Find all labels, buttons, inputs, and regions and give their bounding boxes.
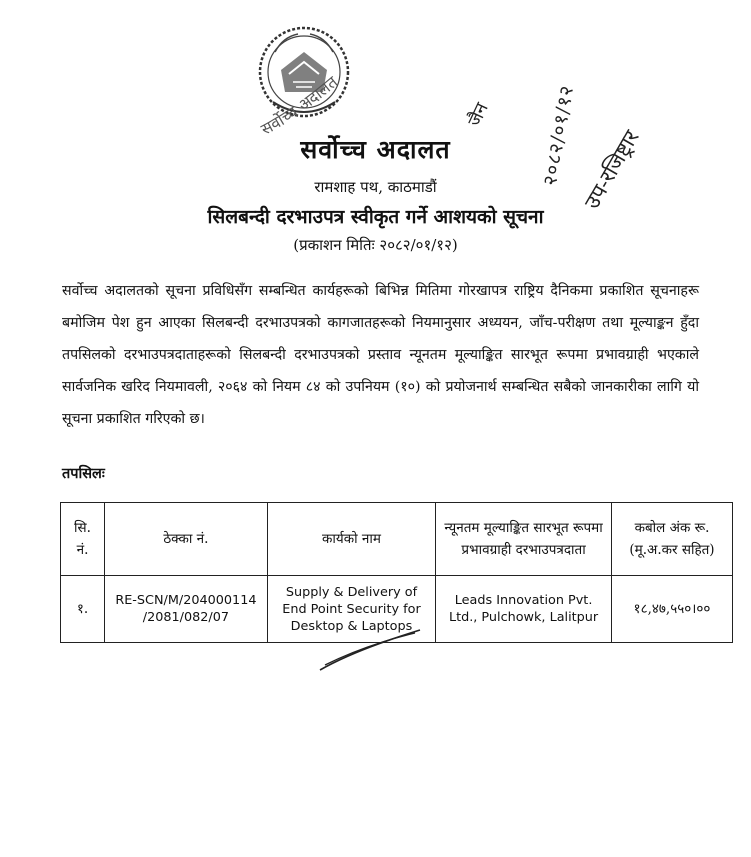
notice-body: सर्वोच्च अदालतको सूचना प्रविधिसँग सम्बन्धित कार्यहरूको बिभिन्न मितिमा गोरखापत्र राष्ट्रिय दैनिकमा प्रकाशित सूचनाहरू बमोजिम पेश हुन आएका सिलबन्दी दरभाउपत्रको कागजातहरूको नियमानुसार अध्ययन, जाँच-परीक्षण तथा मूल्याङ्कन हुँदा तपसिलको दरभाउपत्रदाताहरूको सिलबन्दी दरभाउपत्रको प्रस्ताव न्यूनतम मूल्याङ्कित सारभूत रूपमा प्रभावग्राही भएकाले सार्वजनिक खरिद नियमावली, २०६४ को नियम ८४ को उपनियम (१०) को प्रयोजनार्थ सम्बन्धित सबैको जानकारीका लागि यो सूचना प्रकाशित गरिएको छ। <box>62 283 699 427</box>
notice-title: सिलबन्दी दरभाउपत्र स्वीकृत गर्ने आशयको सूचना <box>207 206 544 228</box>
cell-work-name: Supply & Delivery of End Point Security for Desktop & Laptops <box>267 576 435 643</box>
header-amount: कबोल अंक रू. (मू.अ.कर सहित) <box>612 503 733 576</box>
court-address: रामशाह पथ, काठमाडौं <box>314 178 437 196</box>
details-label: तपसिलः <box>62 465 105 482</box>
header-work-name: कार्यको नाम <box>267 503 435 576</box>
header-contract-no: ठेक्का नं. <box>104 503 267 576</box>
handwritten-designation: उप-रजिष्ट्रार <box>579 126 644 213</box>
publication-date: (प्रकाशन मितिः २०८२/०१/१२) <box>293 236 458 254</box>
handwritten-initial: जैन <box>463 99 493 130</box>
handwritten-date: २०८२/०१/१२ <box>538 83 579 188</box>
cell-amount: १८,४७,५५०।०० <box>612 576 733 643</box>
seal-text: सर्वोच्च अदालत <box>257 72 342 139</box>
table-header-row <box>61 503 733 576</box>
bid-details-table <box>60 502 733 643</box>
signature-mark <box>315 625 425 675</box>
header-serial-no: सि. नं. <box>61 503 105 576</box>
cell-contract-no: RE-SCN/M/204000114 /2081/082/07 <box>104 576 267 643</box>
court-name: सर्वोच्च अदालत <box>300 135 451 164</box>
cell-bidder: Leads Innovation Pvt. Ltd., Pulchowk, Lalitpur <box>436 576 612 643</box>
cell-serial-no: १. <box>61 576 105 643</box>
header-bidder: न्यूनतम मूल्याङ्कित सारभूत रूपमा प्रभावग्राही दरभाउपत्रदाता <box>436 503 612 576</box>
svg-text:सर्वोच्च अदालत <box>258 72 342 139</box>
